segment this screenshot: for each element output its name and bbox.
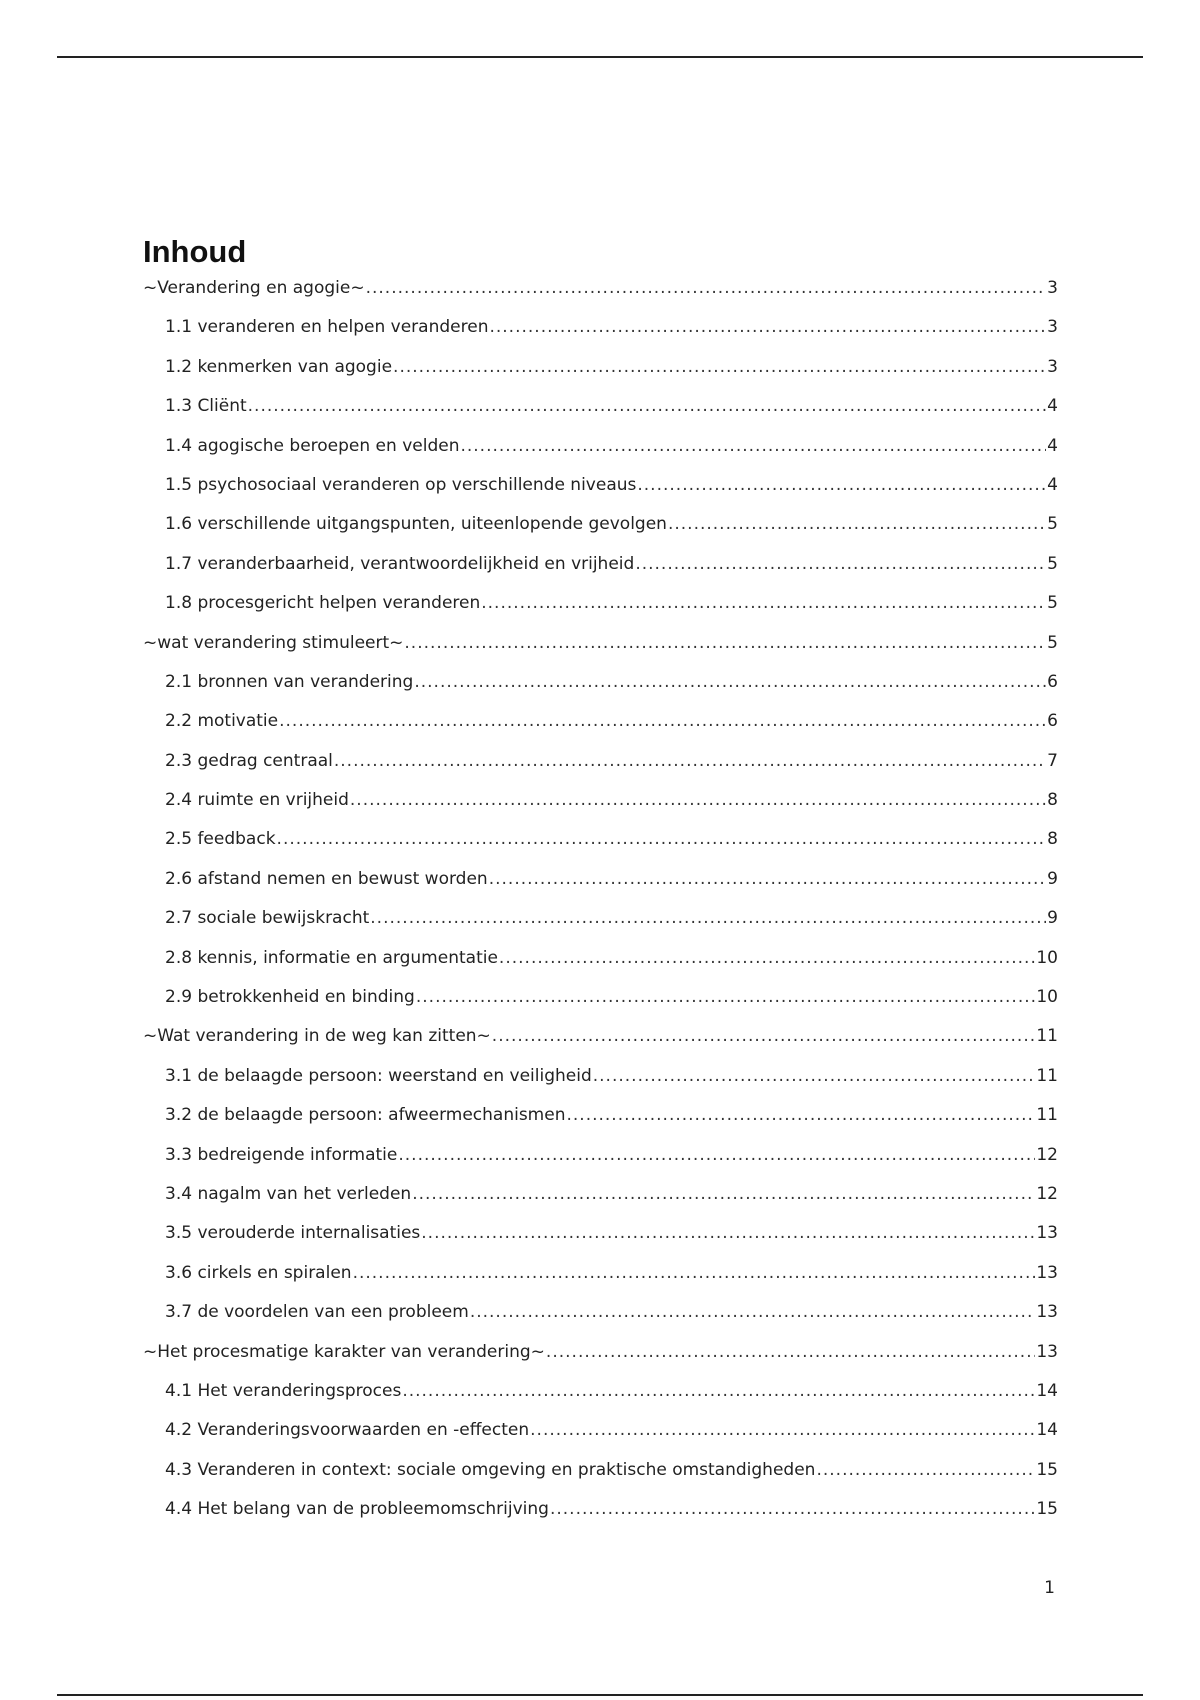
dot-leader: [816, 1460, 1035, 1480]
toc-entry-label: 2.4 ruimte en vrijheid: [165, 790, 349, 811]
toc-section-entry[interactable]: [143, 396, 1058, 435]
toc-entry-label: 1.5 psychosociaal veranderen op verschillende niveaus: [165, 474, 637, 495]
toc-section-entry[interactable]: [143, 948, 1058, 987]
toc-section-entry[interactable]: [143, 593, 1058, 632]
dot-leader: [489, 317, 1046, 337]
toc-section-entry[interactable]: [143, 711, 1058, 750]
toc-section-entry[interactable]: [143, 554, 1058, 593]
toc-entry-label: 1.4 agogische beroepen en velden: [165, 435, 460, 456]
toc-entry-label: ~Het procesmatige karakter van verandering~: [143, 1341, 545, 1362]
toc-section-entry[interactable]: [143, 1302, 1058, 1341]
footer-rule: [57, 1694, 1143, 1696]
toc-section-entry[interactable]: [143, 1184, 1058, 1223]
toc-entry-label: 1.2 kenmerken van agogie: [165, 356, 393, 377]
toc-entry-page: 6: [1047, 671, 1058, 692]
dot-leader: [637, 475, 1046, 495]
dot-leader: [566, 1105, 1035, 1125]
toc-entry-page: 11: [1036, 1026, 1058, 1047]
toc-entry-page: 5: [1047, 632, 1058, 653]
toc-entry-label: 2.3 gedrag centraal: [165, 750, 333, 771]
toc-entry-page: 10: [1036, 947, 1058, 968]
dot-leader: [668, 514, 1046, 534]
toc-entry-page: 9: [1047, 908, 1058, 929]
toc-entry-page: 13: [1036, 1223, 1058, 1244]
dot-leader: [398, 1145, 1035, 1165]
dot-leader: [489, 869, 1046, 889]
toc-section-entry[interactable]: [143, 436, 1058, 475]
dot-leader: [470, 1302, 1036, 1322]
toc-entry-page: 3: [1047, 317, 1058, 338]
toc-section-entry[interactable]: [143, 1381, 1058, 1420]
dot-leader: [277, 829, 1047, 849]
toc-entry-label: 2.7 sociale bewijskracht: [165, 908, 370, 929]
toc-list: [143, 278, 1058, 1539]
toc-entry-label: 1.8 procesgericht helpen veranderen: [165, 593, 481, 614]
toc-entry-page: 5: [1047, 593, 1058, 614]
dot-leader: [593, 1066, 1036, 1086]
dot-leader: [279, 711, 1046, 731]
dot-leader: [416, 987, 1036, 1007]
toc-entry-label: 4.2 Veranderingsvoorwaarden en -effecten: [165, 1420, 530, 1441]
dot-leader: [350, 790, 1046, 810]
toc-section-entry[interactable]: [143, 869, 1058, 908]
toc-entry-page: 15: [1036, 1499, 1058, 1520]
dot-leader: [460, 436, 1046, 456]
toc-chapter-entry[interactable]: [143, 1026, 1058, 1065]
toc-entry-label: 2.8 kennis, informatie en argumentatie: [165, 947, 498, 968]
toc-entry-label: 2.1 bronnen van verandering: [165, 671, 414, 692]
toc-entry-label: 2.5 feedback: [165, 829, 276, 850]
toc-entry-label: 2.6 afstand nemen en bewust worden: [165, 868, 488, 889]
toc-entry-label: 1.3 Cliënt: [165, 396, 247, 417]
toc-chapter-entry[interactable]: [143, 278, 1058, 317]
toc-entry-label: ~wat verandering stimuleert~: [143, 632, 404, 653]
dot-leader: [334, 751, 1046, 771]
toc-section-entry[interactable]: [143, 1499, 1058, 1538]
toc-section-entry[interactable]: [143, 751, 1058, 790]
toc-section-entry[interactable]: [143, 790, 1058, 829]
toc-entry-label: 3.2 de belaagde persoon: afweermechanismen: [165, 1105, 566, 1126]
toc-entry-page: 7: [1047, 750, 1058, 771]
toc-entry-label: 4.3 Veranderen in context: sociale omgeving en praktische omstandigheden: [165, 1459, 816, 1480]
toc-section-entry[interactable]: [143, 1105, 1058, 1144]
dot-leader: [370, 908, 1046, 928]
toc-entry-label: 3.6 cirkels en spiralen: [165, 1262, 352, 1283]
toc-entry-label: 1.7 veranderbaarheid, verantwoordelijkheid en vrijheid: [165, 553, 635, 574]
toc-entry-page: 4: [1047, 396, 1058, 417]
toc-entry-page: 5: [1047, 514, 1058, 535]
toc-entry-page: 8: [1047, 790, 1058, 811]
toc-entry-page: 13: [1036, 1262, 1058, 1283]
dot-leader: [481, 593, 1046, 613]
toc-entry-label: 2.9 betrokkenheid en binding: [165, 987, 415, 1008]
toc-section-entry[interactable]: [143, 1066, 1058, 1105]
toc-entry-label: 1.6 verschillende uitgangspunten, uiteenlopende gevolgen: [165, 514, 667, 535]
toc-section-entry[interactable]: [143, 475, 1058, 514]
toc-entry-page: 3: [1047, 356, 1058, 377]
page-number: 1: [1044, 1578, 1055, 1598]
dot-leader: [248, 396, 1047, 416]
dot-leader: [499, 948, 1035, 968]
dot-leader: [353, 1263, 1036, 1283]
toc-section-entry[interactable]: [143, 317, 1058, 356]
toc-section-entry[interactable]: [143, 357, 1058, 396]
toc-section-entry[interactable]: [143, 1223, 1058, 1262]
toc-entry-page: 14: [1036, 1380, 1058, 1401]
toc-section-entry[interactable]: [143, 987, 1058, 1026]
dot-leader: [414, 672, 1046, 692]
toc-entry-page: 4: [1047, 435, 1058, 456]
toc-entry-label: 4.1 Het veranderingsproces: [165, 1380, 402, 1401]
toc-chapter-entry[interactable]: [143, 633, 1058, 672]
dot-leader: [421, 1223, 1035, 1243]
toc-section-entry[interactable]: [143, 672, 1058, 711]
toc-section-entry[interactable]: [143, 1263, 1058, 1302]
toc-title: Inhoud: [143, 234, 247, 269]
toc-chapter-entry[interactable]: [143, 1342, 1058, 1381]
toc-section-entry[interactable]: [143, 1420, 1058, 1459]
toc-section-entry[interactable]: [143, 1460, 1058, 1499]
toc-section-entry[interactable]: [143, 514, 1058, 553]
toc-entry-label: 3.7 de voordelen van een probleem: [165, 1302, 469, 1323]
toc-section-entry[interactable]: [143, 908, 1058, 947]
toc-entry-page: 4: [1047, 474, 1058, 495]
toc-entry-page: 14: [1036, 1420, 1058, 1441]
toc-entry-label: 3.5 verouderde internalisaties: [165, 1223, 421, 1244]
dot-leader: [492, 1026, 1036, 1046]
dot-leader: [393, 357, 1046, 377]
dot-leader: [366, 278, 1047, 298]
dot-leader: [404, 633, 1046, 653]
toc-section-entry[interactable]: [143, 829, 1058, 868]
toc-entry-label: 1.1 veranderen en helpen veranderen: [165, 317, 489, 338]
toc-entry-label: ~Wat verandering in de weg kan zitten~: [143, 1026, 491, 1047]
toc-entry-page: 10: [1036, 987, 1058, 1008]
dot-leader: [530, 1420, 1035, 1440]
toc-entry-label: ~Verandering en agogie~: [143, 278, 365, 298]
toc-entry-page: 15: [1036, 1459, 1058, 1480]
toc-entry-page: 5: [1047, 553, 1058, 574]
toc-entry-page: 13: [1036, 1341, 1058, 1362]
dot-leader: [402, 1381, 1035, 1401]
toc-entry-label: 2.2 motivatie: [165, 711, 279, 732]
dot-leader: [635, 554, 1046, 574]
toc-entry-label: 3.4 nagalm van het verleden: [165, 1183, 412, 1204]
toc-entry-page: 12: [1036, 1183, 1058, 1204]
toc-entry-page: 13: [1036, 1302, 1058, 1323]
dot-leader: [412, 1184, 1035, 1204]
toc-entry-label: 4.4 Het belang van de probleemomschrijving: [165, 1499, 549, 1520]
dot-leader: [550, 1499, 1035, 1519]
toc-entry-page: 8: [1047, 829, 1058, 850]
toc-entry-page: 11: [1036, 1065, 1058, 1086]
table-of-contents: [143, 230, 1058, 1539]
toc-section-entry[interactable]: [143, 1145, 1058, 1184]
toc-entry-page: 9: [1047, 868, 1058, 889]
toc-entry-label: 3.3 bedreigende informatie: [165, 1144, 398, 1165]
toc-entry-page: 12: [1036, 1144, 1058, 1165]
toc-entry-label: 3.1 de belaagde persoon: weerstand en veiligheid: [165, 1065, 592, 1086]
toc-entry-page: 11: [1036, 1105, 1058, 1126]
header-rule: [57, 56, 1143, 58]
toc-entry-page: 3: [1047, 278, 1058, 298]
dot-leader: [546, 1342, 1035, 1362]
toc-entry-page: 6: [1047, 711, 1058, 732]
